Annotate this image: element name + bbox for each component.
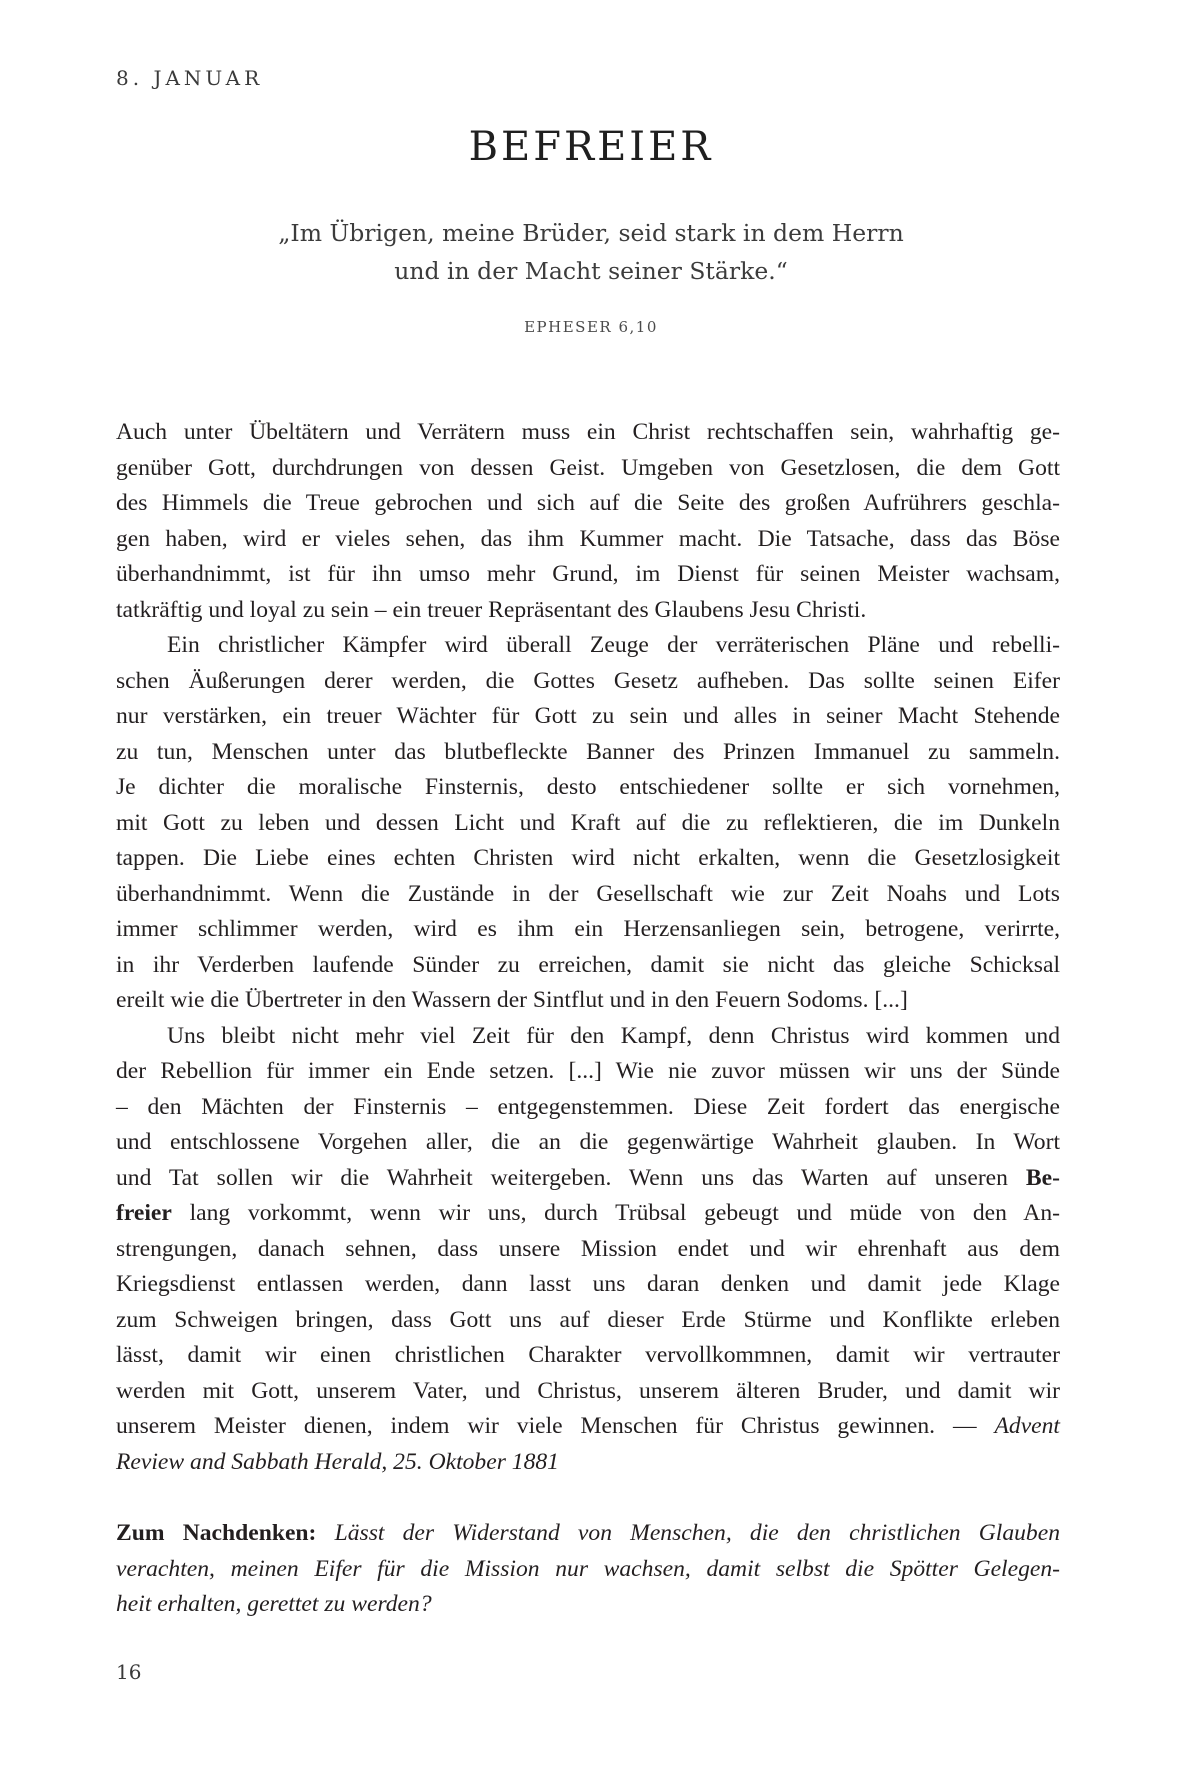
paragraph-3-text: lang vorkommt, wenn wir uns, durch Trübsal gebeugt und müde von den An- [171,1200,1060,1226]
paragraph-3-line: werden mit Gott, unserem Vater, und Christus, unserem älteren Bruder, und damit wir [116,1377,1060,1404]
paragraph-2-line: tappen. Die Liebe eines echten Christen wird nicht erkalten, wenn die Gesetzlosigkeit [116,845,1060,871]
paragraph-3-text: und Tat sollen wir die Wahrheit weitergeben. Wenn uns das Warten auf unseren [116,1164,1026,1191]
paragraph-2-line: nur verstärken, ein treuer Wächter für Gott zu sein und alles in seiner Macht Stehende [116,703,1060,729]
verse-reference: EPHESER 6,10 [524,318,658,336]
keyword-befreier-part-2: freier [116,1200,172,1226]
page-title: BEFREIER [468,124,714,170]
section-gap [116,1480,1060,1516]
verse-line-2: und in der Macht seiner Stärke.“ [394,257,788,285]
paragraph-1-line: des Himmels die Treue gebrochen und sich auf die Seite des großen Aufrührers geschla- [116,490,1060,516]
paragraph-2-line: in ihr Verderben laufende Sünder zu erreichen, damit sie nicht das gleiche Schicksal [116,951,1060,978]
paragraph-3-line: Uns bleibt nicht mehr viel Zeit für den Kampf, denn Christus wird kommen und [167,1022,1060,1049]
verse-line-1: „Im Übrigen, meine Brüder, seid stark in dem Herrn [278,219,904,247]
paragraph-1-line: tatkräftig und loyal zu sein – ein treuer Repräsentant des Glaubens Jesu Christi. [116,596,867,623]
reflection-line: heit erhalten, gerettet zu werden? [116,1591,432,1617]
paragraph-3-line: lässt, damit wir einen christlichen Charakter vervollkommnen, damit wir vertrauter [116,1342,1060,1368]
paragraph-3-line: strengungen, danach sehnen, dass unsere Mission endet und wir ehrenhaft aus dem [116,1235,1060,1262]
paragraph-3-line: Kriegsdienst entlassen werden, dann lasst uns daran denken und damit jede Klage [116,1271,1060,1297]
paragraph-3-line [116,1409,1060,1445]
paragraph-1-line: genüber Gott, durchdrungen von dessen Geist. Umgeben von Gesetzlosen, die dem Gott [116,454,1060,481]
body-text [116,415,1060,1623]
paragraph-3-line: und entschlossene Vorgehen aller, die an die gegenwärtige Wahrheit glauben. In Wort [116,1129,1060,1155]
paragraph-2-line: mit Gott zu leben und dessen Licht und Kraft auf die zu reflektieren, die im Dunkeln [116,809,1060,836]
paragraph-3-line: zum Schweigen bringen, dass Gott uns auf dieser Erde Stürme und Konflikte erleben [116,1306,1060,1333]
reflection-line: verachten, meinen Eifer für die Mission nur wachsen, damit selbst die Spötter Gelegen- [116,1555,1060,1582]
paragraph-3-line: der Rebellion für immer ein Ende setzen. [...] Wie nie zuvor müssen wir uns der Sünde [116,1058,1060,1084]
keyword-befreier-part-1: Be- [1025,1164,1060,1191]
paragraph-1-line: überhandnimmt, ist für ihn umso mehr Grund, im Dienst für seinen Meister wachsam, [116,561,1060,587]
paragraph-2-line: Je dichter die moralische Finsternis, desto entschiedener sollte er sich vornehmen, [116,774,1060,800]
page-date-header: 8. JANUAR [116,66,264,90]
paragraph-1-line: Auch unter Übeltätern und Verrätern muss ein Christ rechtschaffen sein, wahrhaftig ge- [116,419,1060,445]
paragraph-2-line: überhandnimmt. Wenn die Zustände in der Gesellschaft wie zur Zeit Noahs und Lots [116,880,1060,907]
paragraph-3-line: – den Mächten der Finsternis – entgegenstemmen. Diese Zeit fordert das energische [116,1093,1060,1120]
paragraph-1-line: gen haben, wird er vieles sehen, das ihm Kummer macht. Die Tatsache, dass das Böse [116,525,1060,552]
paragraph-3-line [116,1196,1060,1232]
reflection-label: Zum Nachdenken: [116,1520,317,1546]
paragraph-3-text: unserem Meister dienen, indem wir viele Menschen für Christus gewinnen. — [116,1413,995,1439]
paragraph-3-line [116,1161,1060,1197]
paragraph-2-line: immer schlimmer werden, wird es ihm ein Herzensanliegen sein, betrogene, verirrte, [116,916,1060,942]
paragraph-2-line: ereilt wie die Übertreter in den Wassern der Sintflut und in den Feuern Sodoms. [...] [116,987,908,1013]
source-citation-part-2: Review and Sabbath Herald, 25. Oktober 1881 [116,1448,559,1475]
source-citation-part-1: Advent [994,1413,1060,1439]
paragraph-2-line: schen Äußerungen derer werden, die Gottes Gesetz aufheben. Das sollte seinen Eifer [116,667,1060,694]
paragraph-2-line: zu tun, Menschen unter das blutbefleckte Banner des Prinzen Immanuel zu sammeln. [116,738,1060,765]
reflection-text: Lässt der Widerstand von Menschen, die den christlichen Glauben [316,1520,1060,1546]
paragraph-2-line: Ein christlicher Kämpfer wird überall Zeuge der verräterischen Pläne und rebelli- [167,632,1060,658]
bible-verse [150,214,1032,290]
page-number: 16 [116,1660,142,1684]
reflection-line [116,1516,1060,1552]
